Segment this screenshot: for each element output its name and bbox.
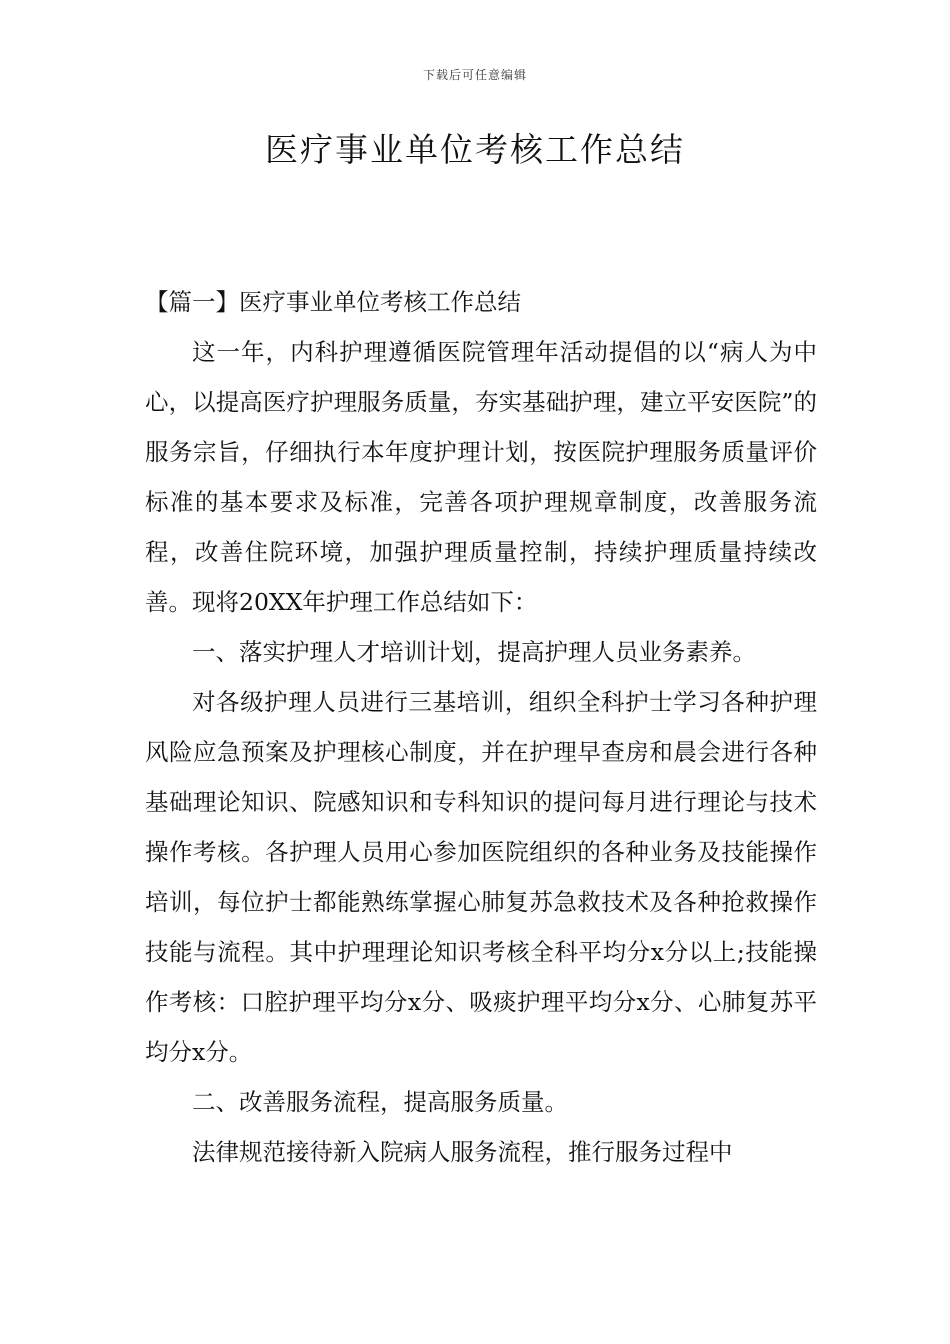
subheading-service: 二、改善服务流程，提高服务质量。 — [192, 1088, 568, 1116]
header-note: 下载后可任意编辑 — [422, 68, 527, 82]
paragraph-training: 对各级护理人员进行三基培训，组织全科护士学习各种护理风险应急预案及护理核心制度，并在护理早查房和晨会进行各种基础理论知识、院感知识和专科知识的提问每月进行理论与技术操作考核。各护理人员用心参加医院组织的各种业务及技能操作培训，每位护士都能熟练掌握心肺复苏急救技术及各种抢救操作技能与流程。其中护理理论知识考核全科平均分x分以上;技能操作考核：口腔护理平均分x分、吸痰护理平均分x分、心肺复苏平均分x分。 — [145, 688, 817, 1066]
paragraph-intro: 这一年，内科护理遵循医院管理年活动提倡的以“病人为中心，以提高医疗护理服务质量，夯实基础护理，建立平安医院”的服务宗旨，仔细执行本年度护理计划，按医院护理服务质量评价标准的基本要求及标准，完善各项护理规章制度，改善服务流程，改善住院环境，加强护理质量控制，持续护理质量持续改善。现将20XX年护理工作总结如下： — [145, 338, 817, 616]
document-title: 医疗事业单位考核工作总结 — [265, 130, 685, 169]
section-heading: 【篇一】医疗事业单位考核工作总结 — [145, 288, 521, 316]
document-body — [145, 277, 817, 1177]
subheading-training: 一、落实护理人才培训计划，提高护理人员业务素养。 — [192, 638, 756, 666]
paragraph-service: 法律规范接待新入院病人服务流程，推行服务过程中 — [192, 1138, 733, 1166]
